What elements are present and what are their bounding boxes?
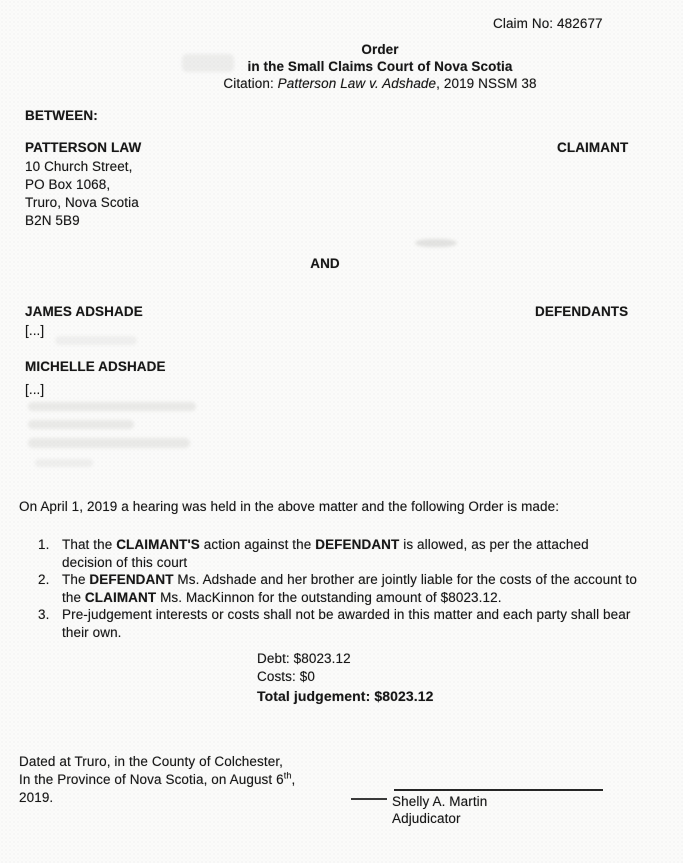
debt-amount: Debt: $8023.12 (257, 651, 351, 666)
defendants-role-label: DEFENDANTS (535, 304, 629, 319)
order-item-emphasis: DEFENDANT (315, 537, 400, 552)
claimant-name: PATTERSON LAW (25, 140, 142, 155)
claimant-role-label: CLAIMANT (557, 140, 629, 155)
dated-line-3: 2019. (19, 790, 54, 805)
citation-prefix: Citation: (223, 76, 278, 91)
judgement-amounts (257, 650, 434, 705)
scan-artifact (182, 54, 234, 72)
between-label: BETWEEN: (25, 108, 98, 123)
citation-line (80, 75, 680, 92)
order-item-text (62, 536, 640, 571)
scan-artifact-erased-text (28, 420, 134, 429)
ordinal-suffix: th (283, 770, 292, 781)
order-item (38, 536, 648, 571)
order-item-segment: Ms. MacKinnon for the outstanding amount of $8023.12. (156, 589, 502, 605)
scan-artifact-erased-text (35, 459, 93, 467)
document-heading (80, 41, 680, 92)
order-item-segment: Ms. Adshade and her brother are jointly liable for the costs of the account to the (62, 572, 637, 605)
signature-dash-mark (351, 798, 387, 800)
order-item-number: 2. (38, 572, 50, 587)
order-item-emphasis: CLAIMANT'S (116, 537, 200, 552)
costs-amount: Costs: $0 (257, 669, 315, 685)
order-item-emphasis: DEFENDANT (89, 572, 174, 587)
scan-artifact-erased-text (28, 438, 190, 448)
order-item-segment: That the (62, 537, 117, 552)
claimant-address-line: 10 Church Street, (25, 159, 133, 174)
order-item-number: 3. (38, 607, 50, 622)
redaction-mark: [...] (25, 323, 45, 338)
dated-line-2 (19, 771, 295, 789)
order-item-emphasis: CLAIMANT (84, 589, 157, 605)
dated-line-2-text: In the Province of Nova Scotia, on August 6 (19, 772, 284, 787)
defendant-name-james: JAMES ADSHADE (25, 304, 143, 319)
document-title: Order (361, 42, 399, 57)
order-items (38, 536, 648, 641)
scan-artifact (55, 336, 137, 345)
order-item (38, 606, 648, 641)
defendant-name-michelle: MICHELLE ADSHADE (25, 359, 166, 374)
order-item-text (62, 571, 640, 606)
order-item-number: 1. (38, 537, 50, 552)
claimant-address (25, 158, 139, 230)
citation-suffix: , 2019 NSSM 38 (436, 76, 537, 91)
dated-block (19, 753, 295, 807)
order-item (38, 571, 648, 606)
scan-artifact-erased-text (28, 402, 196, 411)
claimant-address-line: B2N 5B9 (25, 213, 80, 228)
order-item-segment: The (62, 572, 90, 587)
redaction-mark: [...] (25, 382, 45, 397)
total-judgement-amount: Total judgement: $8023.12 (257, 687, 434, 704)
scan-artifact (415, 239, 457, 247)
claimant-address-line: PO Box 1068, (25, 177, 111, 192)
order-item-segment: action against the (199, 537, 316, 552)
dated-line-1: Dated at Truro, in the County of Colchester, (19, 754, 284, 769)
adjudicator-title: Adjudicator (392, 811, 461, 826)
claimant-address-line: Truro, Nova Scotia (25, 195, 139, 210)
claim-number: Claim No: 482677 (493, 16, 603, 31)
citation-case-name: Patterson Law v. Adshade (277, 76, 437, 91)
order-item-segment: is allowed, as per the attached decision of this court (62, 537, 589, 570)
dated-line-2-comma: , (291, 772, 296, 787)
order-intro-paragraph: On April 1, 2019 a hearing was held in the above matter and the following Order is made: (19, 499, 560, 514)
court-name: in the Small Claims Court of Nova Scotia (247, 59, 513, 74)
adjudicator-name: Shelly A. Martin (392, 794, 488, 809)
and-label: AND (310, 256, 340, 271)
order-item-segment: Pre-judgement interests or costs shall not be awarded in this matter and each party shall bear their own. (62, 607, 631, 640)
order-item-text (62, 606, 640, 641)
signature-line (394, 789, 603, 791)
